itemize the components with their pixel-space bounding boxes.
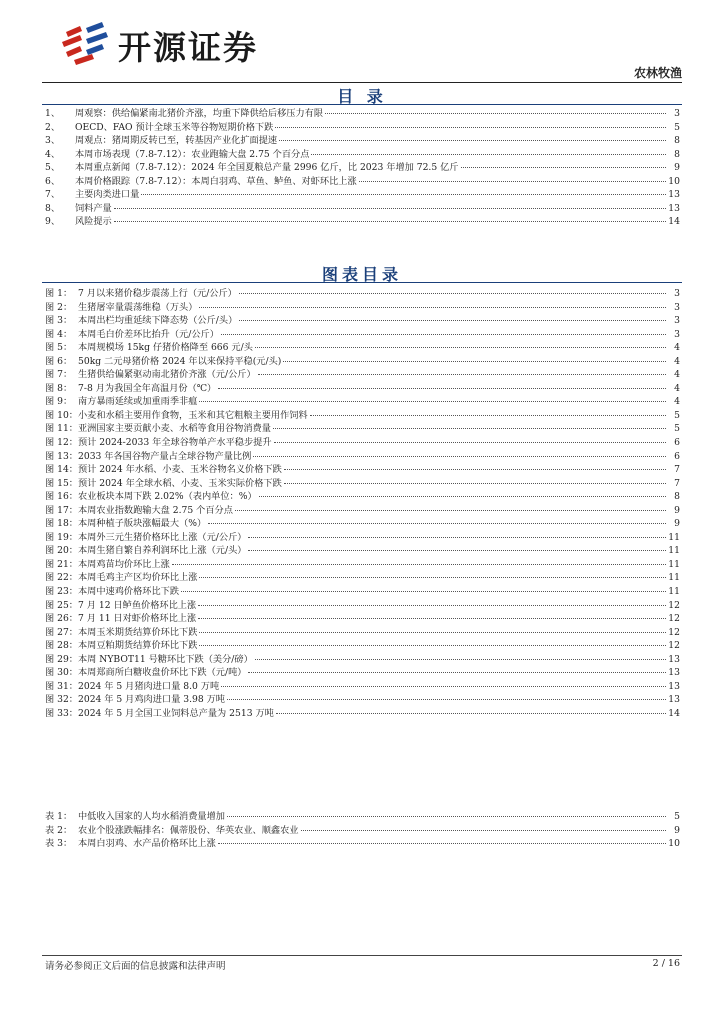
figure-entry[interactable] xyxy=(45,585,680,599)
toc-list xyxy=(45,107,680,229)
figure-entry-title: 本周规模场 15kg 仔猪价格降至 666 元/头 xyxy=(78,342,253,354)
figure-entry-title: 本周生猪自繁自养利润环比上涨（元/头） xyxy=(78,545,247,557)
toc-entry-title: 本周价格跟踪（7.8-7.12）：本周白羽鸡、草鱼、鲈鱼、对虾环比上涨 xyxy=(75,175,357,187)
toc-entry-title: 风险提示 xyxy=(75,216,112,228)
table-entry[interactable] xyxy=(45,810,680,824)
toc-entry-page: 5 xyxy=(674,121,680,133)
toc-entry[interactable] xyxy=(45,107,680,121)
toc-entry[interactable] xyxy=(45,188,680,202)
figure-entry-number: 图 33： xyxy=(45,707,78,719)
figure-entry[interactable] xyxy=(45,395,680,409)
figure-entry[interactable] xyxy=(45,639,680,653)
toc-entry-number: 8、 xyxy=(45,202,61,214)
table-entry-title: 农业个股涨跌幅排名：佩蒂股份、华英农业、顺鑫农业 xyxy=(78,824,299,836)
brand-logo xyxy=(60,18,290,68)
page-header xyxy=(0,0,724,90)
dot-leader xyxy=(279,139,666,141)
dot-leader xyxy=(259,495,666,497)
table-entry[interactable] xyxy=(45,837,680,851)
figure-entry-number: 图 14： xyxy=(45,464,78,476)
figure-entry[interactable] xyxy=(45,382,680,396)
figure-entry-number: 图 19： xyxy=(45,531,78,543)
dot-leader xyxy=(310,414,666,416)
figure-entry-title: 本周豆粕期货结算价环比下跌 xyxy=(78,640,198,652)
dot-leader xyxy=(114,220,666,222)
figure-entry-number: 图 15： xyxy=(45,477,78,489)
dot-leader xyxy=(199,306,666,308)
figure-entry-number: 图 10： xyxy=(45,409,78,421)
figure-entry[interactable] xyxy=(45,680,680,694)
figure-entry-page: 12 xyxy=(668,640,680,652)
figure-entry[interactable] xyxy=(45,301,680,315)
toc-entry-title: 饲料产量 xyxy=(75,202,112,214)
dot-leader xyxy=(239,292,666,294)
toc-entry[interactable] xyxy=(45,161,680,175)
figure-entry-number: 图 13： xyxy=(45,450,78,462)
table-entry-title: 中低收入国家的人均水稻消费量增加 xyxy=(78,811,225,822)
toc-entry-number: 6、 xyxy=(45,175,61,187)
toc-entry-title: OECD、FAO 预计全球玉米等谷物短期价格下跌 xyxy=(75,121,274,133)
toc-entry-number: 3、 xyxy=(45,135,61,147)
figure-list xyxy=(45,287,680,721)
dot-leader xyxy=(283,360,666,362)
dot-leader xyxy=(227,815,666,817)
toc-entry-page: 13 xyxy=(668,189,680,201)
figure-entry-number: 图 11： xyxy=(45,423,78,435)
figure-entry-title: 本周玉米期货结算价环比下跌 xyxy=(78,626,198,638)
figure-entry[interactable] xyxy=(45,653,680,667)
figure-entry-page: 7 xyxy=(674,477,680,489)
figure-entry[interactable] xyxy=(45,544,680,558)
figure-entry-title: 预计 2024 年全球水稻、小麦、玉米实际价格下跌 xyxy=(78,477,282,489)
dot-leader xyxy=(275,126,666,128)
table-list xyxy=(45,810,680,851)
figure-entry-number: 图 21： xyxy=(45,558,78,570)
figure-entry-page: 9 xyxy=(674,518,680,530)
figure-entry-title: 南方暴雨延续或加重雨季非瘟 xyxy=(78,396,198,408)
figure-entry-title: 7 月 12 日鲈鱼价格环比上涨 xyxy=(78,599,197,611)
figure-entry-title: 7 月以来猪价稳步震荡上行（元/公斤） xyxy=(78,288,237,299)
figure-entry-page: 11 xyxy=(668,572,680,584)
figure-entry-number: 图 30： xyxy=(45,667,78,679)
page-number: 2 / 16 xyxy=(652,958,680,969)
figure-entry[interactable] xyxy=(45,463,680,477)
dot-leader xyxy=(258,373,666,375)
figure-entry-number: 图 4： xyxy=(45,328,73,340)
dot-leader xyxy=(284,468,666,470)
figure-entry-title: 50kg 二元母猪价格 2024 年以来保持平稳(元/头) xyxy=(78,355,282,367)
dot-leader xyxy=(239,319,666,321)
dot-leader xyxy=(172,563,666,565)
toc-entry[interactable] xyxy=(45,215,680,229)
toc-entry-number: 4、 xyxy=(45,148,61,160)
figure-entry[interactable] xyxy=(45,436,680,450)
toc-entry-page: 10 xyxy=(668,175,680,187)
dot-leader xyxy=(276,712,666,714)
figure-entry-title: 本周郑商所白糖收盘价环比下跌（元/吨） xyxy=(78,667,247,679)
figure-entry-title: 2024 年 5 月猪肉进口量 8.0 万吨 xyxy=(78,680,220,692)
toc-entry-number: 7、 xyxy=(45,189,61,201)
figure-entry-title: 7-8 月为我国全年高温月份（℃） xyxy=(78,382,217,394)
figure-entry-title: 本周 NYBOT11 号糖环比下跌（美分/磅） xyxy=(78,653,253,665)
dot-leader xyxy=(218,842,666,844)
figure-entry-page: 11 xyxy=(668,545,680,557)
figure-entry-page: 6 xyxy=(674,450,680,462)
dot-leader xyxy=(199,576,666,578)
toc-entry-page: 9 xyxy=(674,162,680,174)
figure-entry-title: 小麦和水稻主要用作食物，玉米和其它粗粮主要用作饲料 xyxy=(78,409,308,421)
figure-entry[interactable] xyxy=(45,450,680,464)
figure-entry[interactable] xyxy=(45,328,680,342)
figure-entry-page: 3 xyxy=(674,288,680,299)
figure-entry[interactable] xyxy=(45,314,680,328)
figure-entry-number: 图 27： xyxy=(45,626,78,638)
report-category: 农林牧渔 xyxy=(633,66,682,80)
dot-leader xyxy=(218,387,666,389)
dot-leader xyxy=(255,658,666,660)
figure-list-title-rule xyxy=(42,282,682,283)
figure-entry-title: 本周农业指数跑输大盘 2.75 个百分点 xyxy=(78,504,233,516)
figure-entry[interactable] xyxy=(45,626,680,640)
toc-entry-title: 本周重点新闻（7.8-7.12）：2024 年全国夏粮总产量 2996 亿斤，比 2023 年增加 72.5 亿斤 xyxy=(75,162,459,174)
figure-entry-number: 图 23： xyxy=(45,586,78,598)
figure-entry-title: 本周毛白价差环比抬升（元/公斤） xyxy=(78,328,219,340)
toc-entry-number: 2、 xyxy=(45,121,61,133)
figure-entry-page: 11 xyxy=(668,531,680,543)
footer-disclaimer: 请务必参阅正文后面的信息披露和法律声明 xyxy=(45,961,226,972)
figure-entry[interactable] xyxy=(45,531,680,545)
figure-entry-title: 2033 年各国谷物产量占全球谷物产量比例 xyxy=(78,450,252,462)
figure-entry-number: 图 18： xyxy=(45,518,78,530)
figure-entry-page: 4 xyxy=(674,382,680,394)
figure-entry-number: 图 7： xyxy=(45,369,73,381)
figure-entry-number: 图 26： xyxy=(45,613,78,625)
figure-entry-number: 图 16： xyxy=(45,491,78,503)
figure-entry-title: 2024 年 5 月鸡肉进口量 3.98 万吨 xyxy=(78,694,225,706)
figure-entry-title: 本周出栏均重延续下降态势（公斤/头） xyxy=(78,315,238,327)
figure-entry-page: 4 xyxy=(674,355,680,367)
dot-leader xyxy=(248,549,666,551)
figure-entry-page: 13 xyxy=(668,653,680,665)
dot-leader xyxy=(311,153,666,155)
brand-name: 开源证券 xyxy=(118,28,258,67)
figure-entry-number: 图 5： xyxy=(45,342,73,354)
figure-entry-title: 本周毛鸡主产区均价环比上涨 xyxy=(78,572,198,584)
dot-leader xyxy=(221,333,666,335)
figure-entry-title: 7 月 11 日对虾价格环比上涨 xyxy=(78,613,197,625)
table-entry-page: 10 xyxy=(668,838,680,850)
figure-entry-page: 13 xyxy=(668,680,680,692)
dot-leader xyxy=(235,509,666,511)
figure-entry-title: 生猪屠宰量震荡维稳（万头） xyxy=(78,301,198,313)
figure-entry[interactable] xyxy=(45,409,680,423)
toc-entry-number: 5、 xyxy=(45,162,61,174)
toc-entry-title: 主要肉类进口量 xyxy=(75,189,140,201)
figure-entry-title: 预计 2024-2033 年全球谷物单产水平稳步提升 xyxy=(78,437,272,449)
toc-entry-title: 本周市场表现（7.8-7.12）：农业跑输大盘 2.75 个百分点 xyxy=(75,148,310,160)
figure-entry-page: 7 xyxy=(674,464,680,476)
figure-entry[interactable] xyxy=(45,355,680,369)
figure-entry[interactable] xyxy=(45,517,680,531)
figure-entry-title: 农业板块本周下跌 2.02%（表内单位：%） xyxy=(78,491,257,503)
figure-entry-number: 图 25： xyxy=(45,599,78,611)
figure-entry[interactable] xyxy=(45,558,680,572)
dot-leader xyxy=(199,400,666,402)
figure-entry-number: 图 3： xyxy=(45,315,73,327)
toc-entry-number: 9、 xyxy=(45,216,61,228)
toc-title: 目 录 xyxy=(337,87,387,106)
table-entry-number: 表 1： xyxy=(45,811,73,822)
figure-entry-number: 图 17： xyxy=(45,504,78,516)
dot-leader xyxy=(248,671,666,673)
brand-logo-icon xyxy=(60,18,110,68)
figure-entry[interactable] xyxy=(45,341,680,355)
figure-entry-title: 本周中速鸡价格环比下跌 xyxy=(78,586,180,598)
toc-entry[interactable] xyxy=(45,121,680,135)
figure-entry[interactable] xyxy=(45,477,680,491)
figure-entry-title: 本周鸡苗均价环比上涨 xyxy=(78,558,170,570)
figure-entry-number: 图 29： xyxy=(45,653,78,665)
dot-leader xyxy=(461,166,667,168)
figure-entry-page: 13 xyxy=(668,694,680,706)
dot-leader xyxy=(248,536,666,538)
figure-entry-page: 8 xyxy=(674,491,680,503)
figure-entry[interactable] xyxy=(45,612,680,626)
figure-entry-page: 5 xyxy=(674,409,680,421)
dot-leader xyxy=(284,482,666,484)
toc-entry-page: 14 xyxy=(668,216,680,228)
figure-entry-number: 图 20： xyxy=(45,545,78,557)
figure-entry-page: 11 xyxy=(668,586,680,598)
figure-entry-number: 图 31： xyxy=(45,680,78,692)
toc-entry-title: 周观点：猪周期反转已至，转基因产业化扩面提速 xyxy=(75,135,278,147)
figure-entry-page: 4 xyxy=(674,369,680,381)
toc-entry[interactable] xyxy=(45,202,680,216)
figure-entry-page: 12 xyxy=(668,626,680,638)
dot-leader xyxy=(114,207,666,209)
figure-entry-page: 12 xyxy=(668,613,680,625)
toc-entry-title: 周观察：供给偏紧南北猪价齐涨，均重下降供给后移压力有限 xyxy=(75,108,324,119)
figure-entry[interactable] xyxy=(45,490,680,504)
dot-leader xyxy=(359,180,666,182)
dot-leader xyxy=(325,112,666,114)
figure-entry-page: 4 xyxy=(674,342,680,354)
figure-entry-page: 5 xyxy=(674,423,680,435)
figure-entry[interactable] xyxy=(45,287,680,301)
dot-leader xyxy=(253,455,666,457)
figure-list-title: 图表目录 xyxy=(321,265,402,284)
toc-entry[interactable] xyxy=(45,175,680,189)
figure-entry-number: 图 2： xyxy=(45,301,73,313)
header-rule xyxy=(42,82,682,83)
dot-leader xyxy=(199,631,666,633)
figure-entry-page: 6 xyxy=(674,437,680,449)
toc-entry-page: 3 xyxy=(674,108,680,119)
toc-entry[interactable] xyxy=(45,148,680,162)
figure-entry-number: 图 1： xyxy=(45,288,73,299)
dot-leader xyxy=(301,829,667,831)
figure-entry-title: 生猪供给偏紧驱动南北猪价齐涨（元/公斤） xyxy=(78,369,256,381)
toc-entry-number: 1、 xyxy=(45,108,61,119)
table-entry[interactable] xyxy=(45,824,680,838)
dot-leader xyxy=(199,644,666,646)
dot-leader xyxy=(221,685,666,687)
figure-entry[interactable] xyxy=(45,599,680,613)
figure-entry[interactable] xyxy=(45,368,680,382)
figure-entry-number: 图 32： xyxy=(45,694,78,706)
figure-entry-page: 3 xyxy=(674,328,680,340)
figure-entry-page: 4 xyxy=(674,396,680,408)
figure-entry-page: 9 xyxy=(674,504,680,516)
toc-entry-page: 8 xyxy=(674,135,680,147)
figure-entry-page: 3 xyxy=(674,315,680,327)
table-entry-page: 9 xyxy=(674,824,680,836)
table-entry-page: 5 xyxy=(674,811,680,822)
toc-entry-page: 8 xyxy=(674,148,680,160)
figure-entry-title: 本周种植子版块涨幅最大（%） xyxy=(78,518,207,530)
figure-entry[interactable] xyxy=(45,666,680,680)
table-entry-number: 表 2： xyxy=(45,824,73,836)
table-entry-number: 表 3： xyxy=(45,838,73,850)
dot-leader xyxy=(181,590,666,592)
figure-entry[interactable] xyxy=(45,693,680,707)
figure-entry-page: 11 xyxy=(668,558,680,570)
dot-leader xyxy=(227,698,666,700)
dot-leader xyxy=(198,604,666,606)
figure-entry[interactable] xyxy=(45,707,680,721)
dot-leader xyxy=(208,522,666,524)
figure-entry-title: 2024 年 5 月全国工业饲料总产量为 2513 万吨 xyxy=(78,707,274,719)
figure-entry[interactable] xyxy=(45,422,680,436)
figure-entry-title: 预计 2024 年水稻、小麦、玉米谷物名义价格下跌 xyxy=(78,464,282,476)
table-entry-title: 本周白羽鸡、水产品价格环比上涨 xyxy=(78,838,216,850)
figure-entry[interactable] xyxy=(45,504,680,518)
figure-entry-number: 图 8： xyxy=(45,382,73,394)
figure-entry-title: 本周外三元生猪价格环比上涨（元/公斤） xyxy=(78,531,247,543)
figure-entry[interactable] xyxy=(45,571,680,585)
figure-entry-number: 图 12： xyxy=(45,437,78,449)
figure-entry-page: 14 xyxy=(668,707,680,719)
figure-entry-page: 12 xyxy=(668,599,680,611)
figure-entry-page: 3 xyxy=(674,301,680,313)
dot-leader xyxy=(274,441,666,443)
figure-entry-page: 13 xyxy=(668,667,680,679)
dot-leader xyxy=(141,193,666,195)
footer-rule xyxy=(42,955,682,956)
dot-leader xyxy=(255,346,666,348)
figure-entry-number: 图 6： xyxy=(45,355,73,367)
toc-entry[interactable] xyxy=(45,134,680,148)
figure-entry-number: 图 28： xyxy=(45,640,78,652)
dot-leader xyxy=(198,617,666,619)
dot-leader xyxy=(273,427,666,429)
toc-title-rule xyxy=(42,104,682,105)
figure-entry-title: 亚洲国家主要贡献小麦、水稻等食用谷物消费量 xyxy=(78,423,271,435)
toc-entry-page: 13 xyxy=(668,202,680,214)
figure-entry-number: 图 22： xyxy=(45,572,78,584)
figure-entry-number: 图 9： xyxy=(45,396,73,408)
